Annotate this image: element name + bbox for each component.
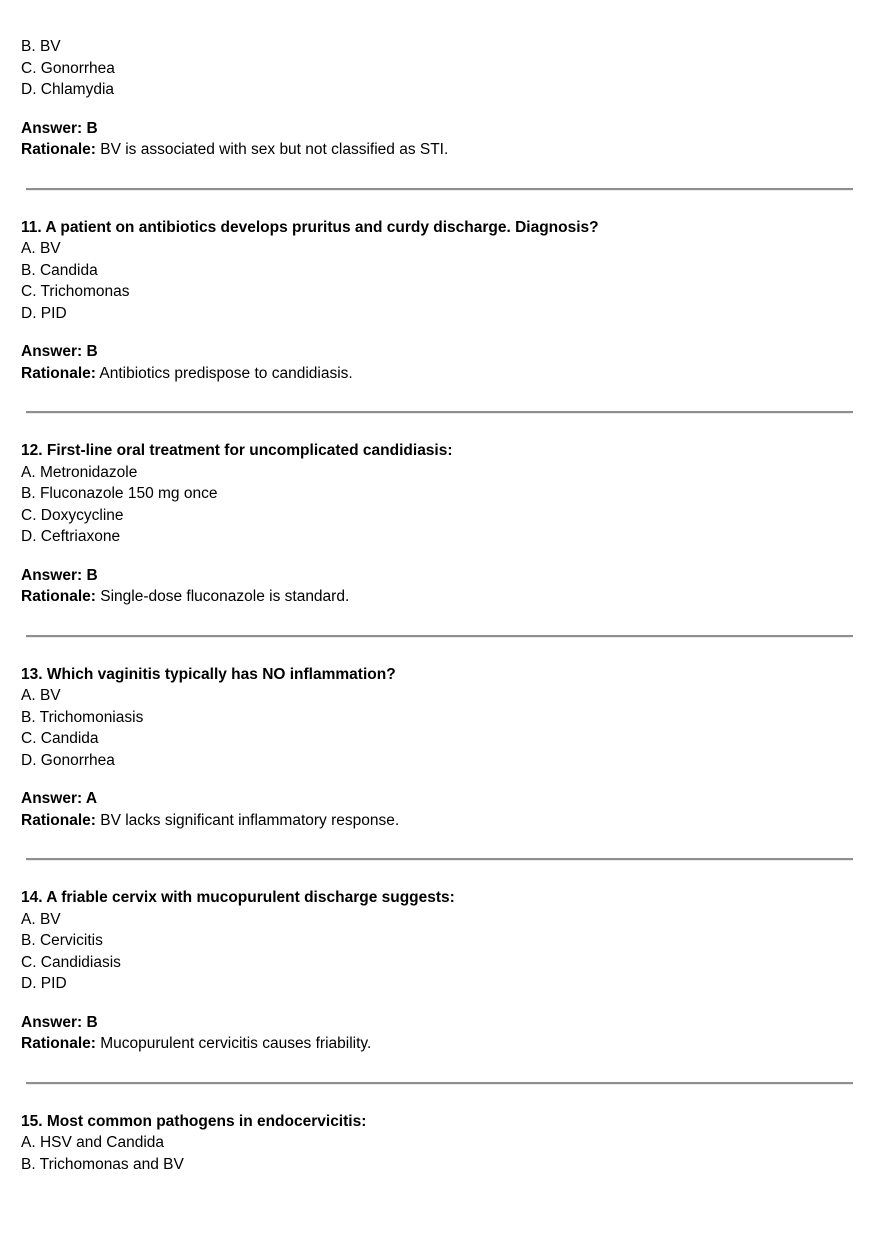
rationale-label: Rationale: [21, 141, 96, 158]
question-14-block [21, 887, 853, 1055]
option-d: D. Ceftriaxone [21, 528, 121, 545]
answer-line [21, 1012, 853, 1034]
answer-line [21, 341, 853, 363]
question-title: 12. First-line oral treatment for uncomplicated candidiasis: [21, 442, 453, 459]
answer-label: Answer: [21, 343, 83, 360]
option-c: C. Trichomonas [21, 283, 130, 300]
question-12-block [21, 440, 853, 608]
option-b: B. Trichomonas and BV [21, 1155, 184, 1173]
rationale-line [21, 363, 853, 385]
option-c: C. Candidiasis [21, 953, 121, 971]
question-title: 13. Which vaginitis typically has NO inflammation? [21, 665, 396, 683]
question-10-partial-block [21, 36, 853, 161]
question-13-block [21, 664, 853, 832]
option-b: B. Trichomoniasis [21, 708, 144, 726]
option-a: A. BV [21, 910, 61, 928]
option-b: B. Cervicitis [21, 932, 103, 949]
answer-value: B [86, 1013, 98, 1031]
question-title: 14. A friable cervix with mucopurulent discharge suggests: [21, 889, 455, 906]
option-a: A. BV [21, 240, 61, 257]
option-c: C. Candida [21, 730, 99, 747]
option-c: C. Doxycycline [21, 506, 124, 524]
question-15-partial-block [21, 1111, 853, 1176]
rationale-text: BV lacks significant inflammatory response. [100, 811, 400, 829]
question-title: 15. Most common pathogens in endocervicitis: [21, 1112, 367, 1130]
section-divider [26, 858, 853, 860]
option-d: D. Gonorrhea [21, 751, 115, 769]
option-a: A. Metronidazole [21, 463, 138, 481]
question-title: 11. A patient on antibiotics develops pruritus and curdy discharge. Diagnosis? [21, 218, 599, 236]
answer-label: Answer: [21, 566, 83, 584]
option-d: D. PID [21, 975, 67, 992]
rationale-text: BV is associated with sex but not classified as STI. [100, 141, 449, 158]
answer-value: B [86, 566, 98, 584]
option-d: D. PID [21, 304, 67, 322]
answer-value: A [85, 790, 98, 807]
section-divider [26, 635, 853, 637]
section-divider [26, 188, 853, 190]
answer-value: B [86, 119, 98, 137]
rationale-text: Mucopurulent cervicitis causes friability. [100, 1035, 372, 1052]
option-b: B. BV [21, 38, 61, 55]
rationale-label: Rationale: [21, 1035, 96, 1052]
rationale-label: Rationale: [21, 588, 96, 605]
rationale-line [21, 139, 853, 161]
answer-label: Answer: [21, 1013, 83, 1031]
option-b: B. Fluconazole 150 mg once [21, 485, 218, 502]
answer-line [21, 788, 853, 810]
rationale-text: Single-dose fluconazole is standard. [100, 588, 350, 605]
question-11-block [21, 217, 853, 385]
rationale-line [21, 1033, 853, 1055]
rationale-text: Antibiotics predispose to candidiasis. [99, 364, 353, 382]
section-divider [26, 411, 853, 413]
option-c: C. Gonorrhea [21, 59, 115, 77]
rationale-line [21, 586, 853, 608]
option-a: A. HSV and Candida [21, 1134, 165, 1151]
option-d: D. Chlamydia [21, 81, 115, 98]
answer-line [21, 118, 853, 140]
option-b: B. Candida [21, 261, 98, 279]
section-divider [26, 1082, 853, 1084]
rationale-line [21, 810, 853, 832]
rationale-label: Rationale: [21, 364, 96, 382]
rationale-label: Rationale: [21, 811, 96, 829]
answer-line [21, 565, 853, 587]
answer-value: B [86, 343, 98, 360]
option-a: A. BV [21, 687, 61, 704]
answer-label: Answer: [21, 119, 83, 137]
answer-label: Answer: [21, 790, 83, 807]
